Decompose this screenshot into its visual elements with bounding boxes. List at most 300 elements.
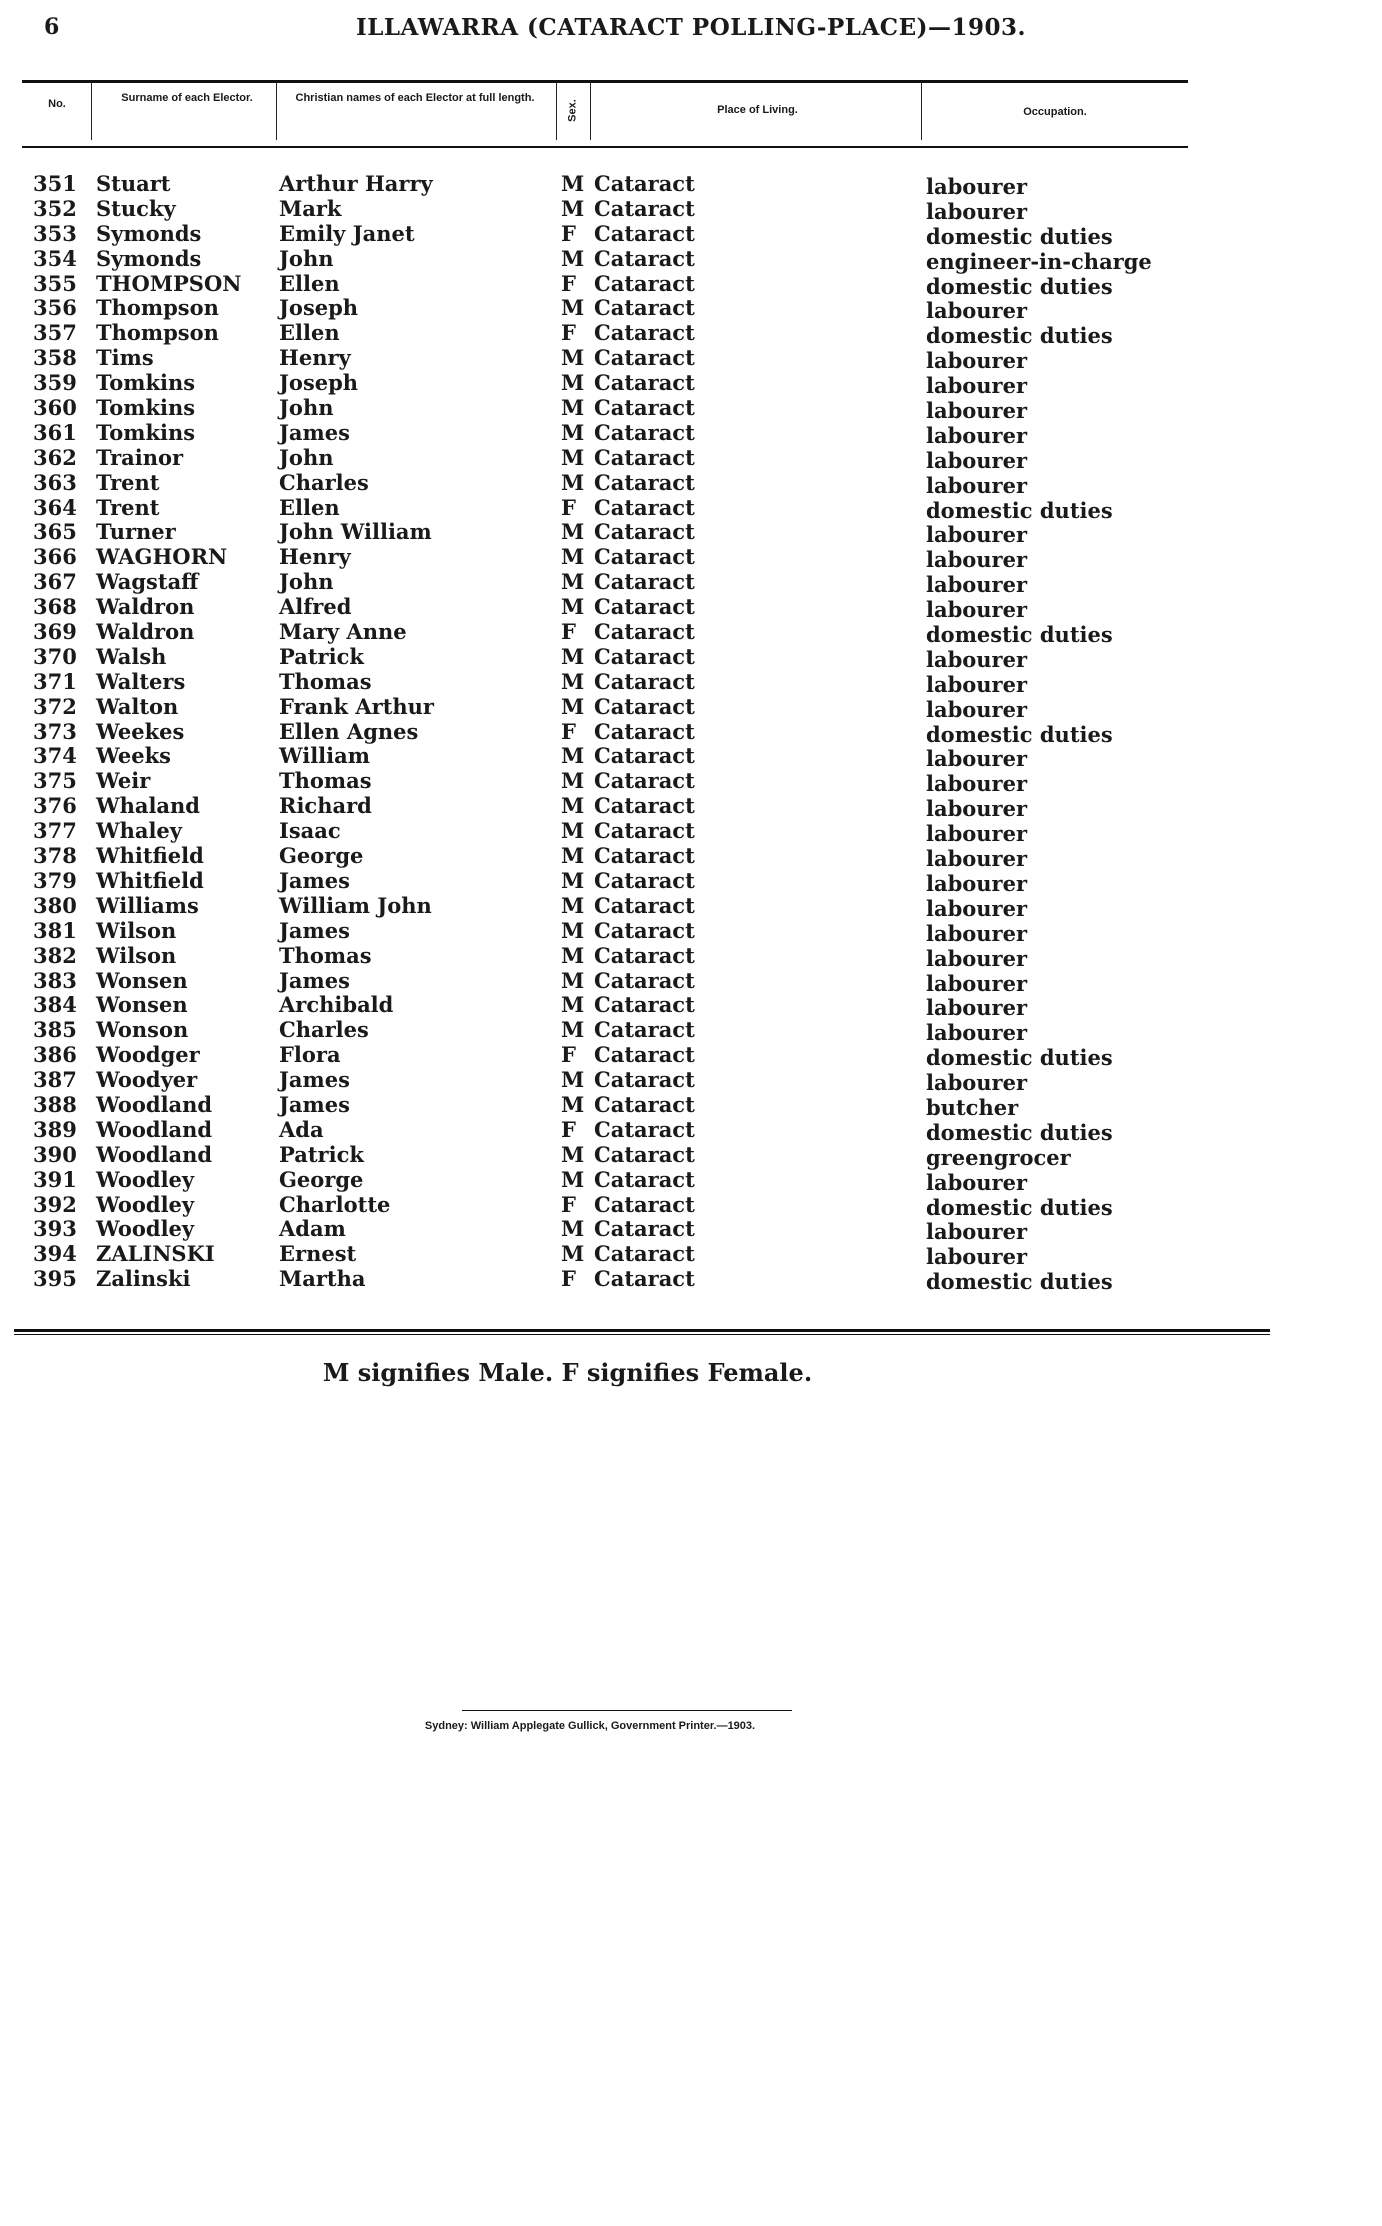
cell-sex: F (561, 494, 576, 520)
cell-christian: James (279, 1067, 350, 1093)
cell-christian: Henry (279, 345, 351, 371)
cell-place: Cataract (594, 295, 695, 321)
table-row (0, 1067, 1382, 1096)
cell-occupation: labourer (926, 696, 1028, 722)
cell-occupation: labourer (926, 1070, 1028, 1096)
column-divider (91, 82, 92, 140)
table-row (0, 446, 1382, 471)
cell-no: 356 (33, 295, 77, 321)
table-row (0, 919, 1382, 944)
cell-sex: M (561, 693, 585, 719)
cell-surname: Wagstaff (96, 569, 199, 595)
cell-sex: F (561, 220, 576, 246)
cell-no: 387 (33, 1067, 77, 1093)
cell-no: 357 (33, 320, 77, 346)
cell-christian: Archibald (279, 992, 394, 1018)
cell-christian: James (279, 867, 350, 893)
cell-christian: George (279, 1166, 364, 1192)
cell-no: 360 (33, 395, 77, 421)
cell-place: Cataract (594, 967, 695, 993)
cell-no: 389 (33, 1116, 77, 1142)
table-row (0, 395, 1382, 424)
cell-sex: M (561, 818, 585, 844)
cell-no: 393 (33, 1216, 77, 1242)
header-christian: Christian names of each Elector at full length. (295, 92, 535, 104)
cell-place: Cataract (594, 1017, 695, 1043)
table-bottom-rule-thin (14, 1334, 1270, 1335)
cell-christian: James (279, 419, 350, 445)
cell-sex: M (561, 643, 585, 669)
cell-occupation: labourer (926, 920, 1028, 946)
cell-occupation: butcher (926, 1094, 1019, 1120)
cell-occupation: labourer (926, 348, 1028, 374)
cell-surname: Whitfield (96, 843, 204, 869)
cell-no: 376 (33, 793, 77, 819)
cell-sex: F (561, 320, 576, 346)
cell-occupation: labourer (926, 746, 1028, 772)
table-row (0, 1017, 1382, 1046)
table-row (0, 818, 1382, 847)
cell-sex: F (561, 270, 576, 296)
cell-no: 388 (33, 1091, 77, 1117)
cell-surname: Walsh (96, 643, 167, 669)
cell-sex: M (561, 843, 585, 869)
table-row (0, 370, 1382, 399)
cell-no: 379 (33, 867, 77, 893)
cell-place: Cataract (594, 1141, 695, 1167)
cell-place: Cataract (594, 1042, 695, 1068)
table-row (0, 172, 1382, 197)
cell-surname: Wonson (96, 1017, 189, 1043)
cell-place: Cataract (594, 942, 695, 968)
cell-sex: M (561, 892, 585, 918)
cell-place: Cataract (594, 768, 695, 794)
cell-place: Cataract (594, 643, 695, 669)
cell-sex: M (561, 469, 585, 495)
cell-place: Cataract (594, 519, 695, 545)
cell-place: Cataract (594, 1116, 695, 1142)
cell-occupation: domestic duties (926, 497, 1113, 523)
cell-place: Cataract (594, 892, 695, 918)
cell-sex: M (561, 594, 585, 620)
cell-no: 371 (33, 668, 77, 694)
cell-christian: Charles (279, 1017, 369, 1043)
cell-occupation: labourer (926, 597, 1028, 623)
cell-surname: Walton (96, 693, 179, 719)
cell-place: Cataract (594, 843, 695, 869)
cell-sex: M (561, 519, 585, 545)
cell-occupation: labourer (926, 796, 1028, 822)
cell-no: 384 (33, 992, 77, 1018)
table-row (0, 720, 1382, 745)
cell-surname: Woodland (96, 1091, 213, 1117)
cell-place: Cataract (594, 1166, 695, 1192)
cell-sex: M (561, 668, 585, 694)
cell-christian: Adam (279, 1216, 346, 1242)
cell-no: 368 (33, 594, 77, 620)
cell-occupation: labourer (926, 945, 1028, 971)
cell-surname: Trent (96, 469, 160, 495)
cell-no: 355 (33, 270, 77, 296)
cell-occupation: labourer (926, 472, 1028, 498)
cell-occupation: domestic duties (926, 1194, 1113, 1220)
cell-christian: Richard (279, 793, 372, 819)
header-sex: Sex. (566, 99, 579, 122)
cell-christian: Patrick (279, 643, 364, 669)
cell-sex: M (561, 245, 585, 271)
cell-place: Cataract (594, 320, 695, 346)
cell-place: Cataract (594, 171, 695, 196)
cell-surname: Waldron (96, 619, 195, 645)
cell-christian: Ada (279, 1116, 324, 1142)
table-row (0, 247, 1382, 272)
table-row (0, 569, 1382, 598)
cell-no: 351 (33, 171, 77, 196)
cell-occupation: labourer (926, 198, 1028, 224)
cell-place: Cataract (594, 444, 695, 470)
cell-no: 354 (33, 245, 77, 271)
header-place: Place of Living. (717, 104, 798, 116)
table-bottom-rule (14, 1329, 1270, 1332)
header-surname: Surname of each Elector. (121, 92, 253, 104)
cell-occupation: labourer (926, 422, 1028, 448)
cell-christian: Martha (279, 1266, 366, 1292)
cell-no: 369 (33, 619, 77, 645)
cell-no: 394 (33, 1241, 77, 1267)
cell-no: 361 (33, 419, 77, 445)
page-title: ILLAWARRA (CATARACT POLLING-PLACE)—1903. (355, 14, 1027, 41)
cell-place: Cataract (594, 1191, 695, 1217)
cell-surname: Symonds (96, 245, 202, 271)
cell-christian: James (279, 1091, 350, 1117)
cell-place: Cataract (594, 544, 695, 570)
cell-surname: Weir (96, 768, 151, 794)
cell-surname: Tomkins (96, 370, 196, 396)
cell-christian: William John (279, 892, 432, 918)
cell-surname: Stucky (96, 195, 176, 221)
cell-surname: Tomkins (96, 419, 196, 445)
printer-imprint: Sydney: William Applegate Gullick, Government Printer.—1903. (424, 1720, 756, 1732)
cell-surname: Tomkins (96, 395, 196, 421)
cell-sex: M (561, 1141, 585, 1167)
table-row (0, 295, 1382, 324)
cell-christian: Charlotte (279, 1191, 391, 1217)
cell-surname: Tims (96, 345, 154, 371)
cell-christian: Isaac (279, 818, 341, 844)
table-row (0, 1118, 1382, 1143)
cell-sex: M (561, 942, 585, 968)
cell-place: Cataract (594, 1067, 695, 1093)
cell-occupation: domestic duties (926, 223, 1113, 249)
table-row (0, 793, 1382, 822)
cell-place: Cataract (594, 569, 695, 595)
cell-sex: M (561, 867, 585, 893)
cell-surname: Woodyer (96, 1067, 198, 1093)
page-number: 6 (44, 14, 60, 40)
cell-no: 377 (33, 818, 77, 844)
cell-no: 391 (33, 1166, 77, 1192)
cell-place: Cataract (594, 419, 695, 445)
cell-place: Cataract (594, 494, 695, 520)
cell-no: 352 (33, 195, 77, 221)
cell-place: Cataract (594, 818, 695, 844)
cell-place: Cataract (594, 469, 695, 495)
cell-sex: M (561, 395, 585, 421)
cell-sex: M (561, 1067, 585, 1093)
cell-surname: Thompson (96, 295, 219, 321)
column-divider (556, 82, 557, 140)
cell-sex: M (561, 345, 585, 371)
table-row (0, 992, 1382, 1021)
cell-surname: Turner (96, 519, 176, 545)
cell-occupation: domestic duties (926, 721, 1113, 747)
cell-occupation: labourer (926, 447, 1028, 473)
cell-occupation: domestic duties (926, 323, 1113, 349)
table-row (0, 768, 1382, 797)
imprint-rule (462, 1710, 792, 1711)
header-bottom-rule (22, 146, 1188, 148)
cell-sex: F (561, 718, 576, 744)
cell-christian: Charles (279, 469, 369, 495)
electors-table (0, 171, 1382, 1295)
column-divider (921, 82, 922, 140)
table-row (0, 843, 1382, 872)
table-row (0, 1193, 1382, 1218)
cell-occupation: domestic duties (926, 1119, 1113, 1145)
cell-sex: M (561, 1017, 585, 1043)
cell-surname: Weekes (96, 718, 185, 744)
cell-sex: F (561, 1191, 576, 1217)
cell-surname: WAGHORN (96, 544, 228, 570)
table-row (0, 1241, 1382, 1270)
table-row (0, 222, 1382, 247)
table-row (0, 272, 1382, 297)
cell-christian: James (279, 967, 350, 993)
cell-occupation: labourer (926, 373, 1028, 399)
cell-no: 363 (33, 469, 77, 495)
table-row (0, 421, 1382, 446)
table-row (0, 1266, 1382, 1295)
cell-christian: John (279, 569, 334, 595)
cell-place: Cataract (594, 1266, 695, 1292)
cell-no: 381 (33, 917, 77, 943)
cell-surname: Weeks (96, 743, 171, 769)
cell-christian: Flora (279, 1042, 341, 1068)
cell-place: Cataract (594, 195, 695, 221)
cell-christian: Ellen (279, 494, 340, 520)
cell-no: 366 (33, 544, 77, 570)
cell-surname: Woodland (96, 1116, 213, 1142)
cell-sex: M (561, 444, 585, 470)
cell-no: 372 (33, 693, 77, 719)
cell-sex: M (561, 967, 585, 993)
cell-christian: John William (279, 519, 432, 545)
cell-sex: M (561, 992, 585, 1018)
cell-surname: ZALINSKI (96, 1241, 215, 1267)
cell-place: Cataract (594, 594, 695, 620)
cell-sex: F (561, 1266, 576, 1292)
cell-place: Cataract (594, 619, 695, 645)
cell-no: 370 (33, 643, 77, 669)
table-row (0, 695, 1382, 720)
cell-place: Cataract (594, 1216, 695, 1242)
cell-christian: Patrick (279, 1141, 364, 1167)
cell-christian: Alfred (279, 594, 352, 620)
cell-place: Cataract (594, 992, 695, 1018)
cell-surname: Thompson (96, 320, 219, 346)
column-divider (276, 82, 277, 140)
table-row (0, 619, 1382, 648)
cell-occupation: labourer (926, 671, 1028, 697)
table-row (0, 544, 1382, 573)
cell-occupation: labourer (926, 970, 1028, 996)
cell-surname: Wilson (96, 942, 177, 968)
cell-christian: Ellen (279, 320, 340, 346)
cell-no: 374 (33, 743, 77, 769)
cell-christian: Joseph (279, 295, 359, 321)
table-row (0, 1216, 1382, 1245)
cell-sex: M (561, 768, 585, 794)
cell-christian: William (279, 743, 370, 769)
cell-no: 382 (33, 942, 77, 968)
cell-occupation: labourer (926, 646, 1028, 672)
sex-legend: M signifies Male. F signifies Female. (322, 1358, 813, 1387)
column-divider (590, 82, 591, 140)
table-row (0, 869, 1382, 894)
cell-sex: M (561, 793, 585, 819)
table-row (0, 670, 1382, 695)
cell-occupation: domestic duties (926, 1045, 1113, 1071)
cell-surname: Whitfield (96, 867, 204, 893)
cell-occupation: labourer (926, 870, 1028, 896)
cell-christian: Thomas (279, 768, 372, 794)
cell-surname: Whaley (96, 818, 182, 844)
cell-place: Cataract (594, 917, 695, 943)
cell-sex: F (561, 1116, 576, 1142)
cell-sex: F (561, 1042, 576, 1068)
cell-place: Cataract (594, 1091, 695, 1117)
cell-surname: Woodley (96, 1166, 195, 1192)
cell-no: 362 (33, 444, 77, 470)
cell-place: Cataract (594, 668, 695, 694)
cell-surname: Williams (96, 892, 199, 918)
cell-sex: M (561, 1216, 585, 1242)
cell-occupation: labourer (926, 821, 1028, 847)
table-row (0, 471, 1382, 496)
table-row (0, 1168, 1382, 1193)
cell-place: Cataract (594, 1241, 695, 1267)
cell-no: 378 (33, 843, 77, 869)
cell-sex: M (561, 295, 585, 321)
cell-occupation: domestic duties (926, 273, 1113, 299)
cell-no: 353 (33, 220, 77, 246)
table-row (0, 197, 1382, 222)
table-row (0, 1143, 1382, 1168)
cell-no: 365 (33, 519, 77, 545)
cell-surname: Woodley (96, 1191, 195, 1217)
cell-occupation: labourer (926, 846, 1028, 872)
cell-place: Cataract (594, 718, 695, 744)
cell-occupation: labourer (926, 298, 1028, 324)
cell-place: Cataract (594, 793, 695, 819)
cell-occupation: greengrocer (926, 1144, 1071, 1170)
cell-sex: M (561, 1166, 585, 1192)
header-no: No. (48, 98, 66, 110)
cell-occupation: labourer (926, 1244, 1028, 1270)
cell-surname: Woodley (96, 1216, 195, 1242)
cell-occupation: domestic duties (926, 622, 1113, 648)
cell-sex: M (561, 171, 585, 196)
table-row (0, 1042, 1382, 1071)
cell-place: Cataract (594, 370, 695, 396)
cell-christian: John (279, 395, 334, 421)
cell-occupation: labourer (926, 771, 1028, 797)
cell-occupation: labourer (926, 398, 1028, 424)
table-row (0, 594, 1382, 623)
cell-occupation: labourer (926, 1219, 1028, 1245)
table-row (0, 743, 1382, 772)
cell-surname: Walters (96, 668, 186, 694)
cell-sex: M (561, 569, 585, 595)
cell-occupation: labourer (926, 995, 1028, 1021)
cell-christian: Mark (279, 195, 342, 221)
cell-christian: Mary Anne (279, 619, 407, 645)
cell-christian: James (279, 917, 350, 943)
cell-occupation: labourer (926, 572, 1028, 598)
cell-christian: George (279, 843, 364, 869)
table-row (0, 1093, 1382, 1118)
cell-sex: M (561, 544, 585, 570)
cell-no: 395 (33, 1266, 77, 1292)
cell-surname: Woodland (96, 1141, 213, 1167)
cell-place: Cataract (594, 693, 695, 719)
cell-no: 375 (33, 768, 77, 794)
table-row (0, 944, 1382, 969)
cell-christian: Thomas (279, 668, 372, 694)
cell-surname: Wilson (96, 917, 177, 943)
cell-surname: Wonsen (96, 992, 188, 1018)
cell-surname: THOMPSON (96, 270, 242, 296)
cell-no: 386 (33, 1042, 77, 1068)
cell-no: 364 (33, 494, 77, 520)
cell-christian: Frank Arthur (279, 693, 434, 719)
table-row (0, 519, 1382, 548)
cell-surname: Zalinski (96, 1266, 191, 1292)
cell-christian: Thomas (279, 942, 372, 968)
cell-place: Cataract (594, 220, 695, 246)
cell-occupation: labourer (926, 522, 1028, 548)
table-row (0, 496, 1382, 521)
cell-sex: M (561, 1241, 585, 1267)
cell-christian: Ellen Agnes (279, 718, 419, 744)
header-top-rule (22, 80, 1188, 83)
table-row (0, 969, 1382, 994)
cell-occupation: domestic duties (926, 1269, 1113, 1295)
cell-sex: M (561, 370, 585, 396)
cell-surname: Trent (96, 494, 160, 520)
cell-occupation: engineer-in-charge (926, 248, 1152, 274)
cell-christian: Ellen (279, 270, 340, 296)
cell-christian: John (279, 245, 334, 271)
cell-surname: Wonsen (96, 967, 188, 993)
cell-surname: Stuart (96, 171, 171, 196)
cell-sex: M (561, 195, 585, 221)
cell-christian: Henry (279, 544, 351, 570)
cell-surname: Woodger (96, 1042, 200, 1068)
cell-christian: Emily Janet (279, 220, 415, 246)
cell-surname: Waldron (96, 594, 195, 620)
cell-occupation: labourer (926, 895, 1028, 921)
